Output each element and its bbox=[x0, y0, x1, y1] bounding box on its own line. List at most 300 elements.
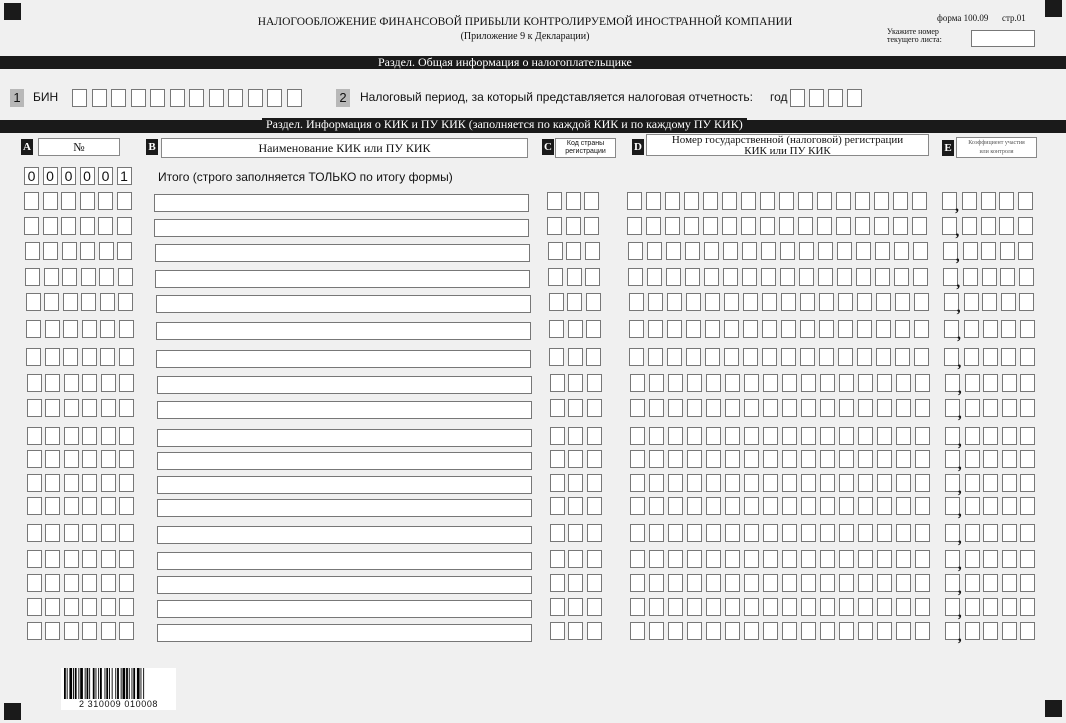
row-number-cell[interactable] bbox=[64, 598, 79, 616]
registration-number-cell[interactable] bbox=[782, 622, 797, 640]
country-code-cell[interactable] bbox=[550, 399, 565, 417]
registration-number-cell[interactable] bbox=[913, 268, 928, 286]
registration-number-cell[interactable] bbox=[817, 192, 832, 210]
registration-number-cell[interactable] bbox=[877, 524, 892, 542]
kik-name-field[interactable] bbox=[155, 244, 530, 262]
coefficient-fraction-cell[interactable] bbox=[1002, 427, 1017, 445]
row-number-cell[interactable] bbox=[101, 427, 116, 445]
country-code-cell[interactable] bbox=[568, 348, 583, 366]
country-code-cell[interactable] bbox=[568, 524, 583, 542]
kik-name-field[interactable] bbox=[157, 499, 532, 517]
country-code-cell[interactable] bbox=[568, 399, 583, 417]
registration-number-cell[interactable] bbox=[687, 550, 702, 568]
registration-number-cell[interactable] bbox=[649, 450, 664, 468]
registration-number-cell[interactable] bbox=[839, 524, 854, 542]
registration-number-cell[interactable] bbox=[762, 348, 777, 366]
registration-number-cell[interactable] bbox=[668, 622, 683, 640]
registration-number-cell[interactable] bbox=[839, 497, 854, 515]
country-code-cell[interactable] bbox=[584, 217, 599, 235]
coefficient-fraction-cell[interactable] bbox=[1020, 474, 1035, 492]
registration-number-cell[interactable] bbox=[896, 550, 911, 568]
registration-number-cell[interactable] bbox=[915, 550, 930, 568]
row-number-cell[interactable] bbox=[45, 320, 60, 338]
registration-number-cell[interactable] bbox=[760, 192, 775, 210]
registration-number-cell[interactable] bbox=[855, 192, 870, 210]
coefficient-fraction-cell[interactable] bbox=[964, 293, 979, 311]
coefficient-fraction-cell[interactable] bbox=[965, 374, 980, 392]
coefficient-fraction-cell[interactable] bbox=[1019, 268, 1034, 286]
registration-number-cell[interactable] bbox=[763, 450, 778, 468]
registration-number-cell[interactable] bbox=[667, 320, 682, 338]
registration-number-cell[interactable] bbox=[649, 374, 664, 392]
registration-number-cell[interactable] bbox=[820, 524, 835, 542]
registration-number-cell[interactable] bbox=[839, 399, 854, 417]
coefficient-fraction-cell[interactable] bbox=[964, 320, 979, 338]
registration-number-cell[interactable] bbox=[723, 268, 738, 286]
coefficient-fraction-cell[interactable] bbox=[983, 598, 998, 616]
registration-number-cell[interactable] bbox=[649, 550, 664, 568]
registration-number-cell[interactable] bbox=[915, 474, 930, 492]
registration-number-cell[interactable] bbox=[818, 268, 833, 286]
registration-number-cell[interactable] bbox=[744, 374, 759, 392]
registration-number-cell[interactable] bbox=[877, 427, 892, 445]
registration-number-cell[interactable] bbox=[649, 574, 664, 592]
kik-name-field[interactable] bbox=[157, 452, 532, 470]
coefficient-fraction-cell[interactable] bbox=[983, 622, 998, 640]
country-code-cell[interactable] bbox=[587, 399, 602, 417]
row-number-cell[interactable] bbox=[82, 450, 97, 468]
row-number-cell[interactable] bbox=[119, 427, 134, 445]
country-code-cell[interactable] bbox=[566, 192, 581, 210]
registration-number-cell[interactable] bbox=[687, 622, 702, 640]
registration-number-cell[interactable] bbox=[781, 348, 796, 366]
country-code-cell[interactable] bbox=[550, 474, 565, 492]
row-number-cell[interactable] bbox=[63, 293, 78, 311]
country-code-cell[interactable] bbox=[587, 450, 602, 468]
row-number-cell[interactable] bbox=[118, 268, 133, 286]
registration-number-cell[interactable] bbox=[649, 497, 664, 515]
registration-number-cell[interactable] bbox=[876, 293, 891, 311]
row-number-cell[interactable] bbox=[63, 348, 78, 366]
registration-number-cell[interactable] bbox=[706, 598, 721, 616]
registration-number-cell[interactable] bbox=[763, 574, 778, 592]
registration-number-cell[interactable] bbox=[666, 242, 681, 260]
coefficient-fraction-cell[interactable] bbox=[1020, 524, 1035, 542]
country-code-cell[interactable] bbox=[549, 348, 564, 366]
registration-number-cell[interactable] bbox=[779, 217, 794, 235]
row-number-cell[interactable] bbox=[82, 550, 97, 568]
registration-number-cell[interactable] bbox=[857, 348, 872, 366]
coefficient-fraction-cell[interactable] bbox=[983, 348, 998, 366]
registration-number-cell[interactable] bbox=[630, 574, 645, 592]
registration-number-cell[interactable] bbox=[705, 293, 720, 311]
registration-number-cell[interactable] bbox=[705, 348, 720, 366]
country-code-cell[interactable] bbox=[568, 427, 583, 445]
registration-number-cell[interactable] bbox=[742, 242, 757, 260]
year-cell[interactable] bbox=[809, 89, 824, 107]
registration-number-cell[interactable] bbox=[877, 399, 892, 417]
coefficient-fraction-cell[interactable] bbox=[1002, 399, 1017, 417]
row-number-cell[interactable] bbox=[64, 450, 79, 468]
registration-number-cell[interactable] bbox=[725, 550, 740, 568]
row-number-cell[interactable] bbox=[45, 622, 60, 640]
row-number-cell[interactable] bbox=[27, 497, 42, 515]
row-number-cell[interactable] bbox=[64, 524, 79, 542]
registration-number-cell[interactable] bbox=[665, 192, 680, 210]
row-number-cell[interactable] bbox=[61, 192, 76, 210]
registration-number-cell[interactable] bbox=[668, 374, 683, 392]
coefficient-fraction-cell[interactable] bbox=[965, 598, 980, 616]
coefficient-fraction-cell[interactable] bbox=[999, 217, 1014, 235]
registration-number-cell[interactable] bbox=[801, 598, 816, 616]
row-number-cell[interactable] bbox=[82, 320, 97, 338]
country-code-cell[interactable] bbox=[586, 320, 601, 338]
registration-number-cell[interactable] bbox=[801, 374, 816, 392]
coefficient-fraction-cell[interactable] bbox=[965, 450, 980, 468]
kik-name-field[interactable] bbox=[154, 219, 529, 237]
registration-number-cell[interactable] bbox=[839, 550, 854, 568]
country-code-cell[interactable] bbox=[566, 217, 581, 235]
row-number-cell[interactable] bbox=[27, 524, 42, 542]
registration-number-cell[interactable] bbox=[668, 399, 683, 417]
registration-number-cell[interactable] bbox=[782, 374, 797, 392]
coefficient-fraction-cell[interactable] bbox=[1002, 474, 1017, 492]
registration-number-cell[interactable] bbox=[820, 450, 835, 468]
coefficient-fraction-cell[interactable] bbox=[982, 293, 997, 311]
country-code-cell[interactable] bbox=[568, 550, 583, 568]
row-number-cell[interactable] bbox=[99, 268, 114, 286]
coefficient-fraction-cell[interactable] bbox=[999, 192, 1014, 210]
registration-number-cell[interactable] bbox=[668, 598, 683, 616]
row-number-cell[interactable] bbox=[101, 497, 116, 515]
country-code-cell[interactable] bbox=[585, 242, 600, 260]
country-code-cell[interactable] bbox=[584, 192, 599, 210]
row-number-cell[interactable] bbox=[81, 293, 96, 311]
bin-cell[interactable] bbox=[72, 89, 87, 107]
registration-number-cell[interactable] bbox=[630, 450, 645, 468]
country-code-cell[interactable] bbox=[568, 374, 583, 392]
row-number-cell[interactable] bbox=[81, 268, 96, 286]
registration-number-cell[interactable] bbox=[744, 574, 759, 592]
registration-number-cell[interactable] bbox=[744, 399, 759, 417]
registration-number-cell[interactable] bbox=[724, 320, 739, 338]
country-code-cell[interactable] bbox=[550, 427, 565, 445]
coefficient-fraction-cell[interactable] bbox=[1020, 497, 1035, 515]
registration-number-cell[interactable] bbox=[686, 348, 701, 366]
row-number-cell[interactable] bbox=[119, 450, 134, 468]
registration-number-cell[interactable] bbox=[686, 293, 701, 311]
total-number-cell[interactable]: 0 bbox=[98, 167, 113, 185]
registration-number-cell[interactable] bbox=[877, 550, 892, 568]
registration-number-cell[interactable] bbox=[648, 320, 663, 338]
registration-number-cell[interactable] bbox=[646, 217, 661, 235]
coefficient-fraction-cell[interactable] bbox=[965, 427, 980, 445]
registration-number-cell[interactable] bbox=[874, 217, 889, 235]
registration-number-cell[interactable] bbox=[912, 192, 927, 210]
registration-number-cell[interactable] bbox=[744, 550, 759, 568]
registration-number-cell[interactable] bbox=[915, 427, 930, 445]
coefficient-fraction-cell[interactable] bbox=[1000, 242, 1015, 260]
registration-number-cell[interactable] bbox=[914, 348, 929, 366]
registration-number-cell[interactable] bbox=[914, 320, 929, 338]
registration-number-cell[interactable] bbox=[858, 598, 873, 616]
registration-number-cell[interactable] bbox=[912, 217, 927, 235]
registration-number-cell[interactable] bbox=[760, 217, 775, 235]
registration-number-cell[interactable] bbox=[820, 497, 835, 515]
registration-number-cell[interactable] bbox=[703, 192, 718, 210]
registration-number-cell[interactable] bbox=[668, 427, 683, 445]
registration-number-cell[interactable] bbox=[742, 268, 757, 286]
registration-number-cell[interactable] bbox=[629, 348, 644, 366]
coefficient-fraction-cell[interactable] bbox=[1002, 450, 1017, 468]
row-number-cell[interactable] bbox=[101, 622, 116, 640]
kik-name-field[interactable] bbox=[157, 552, 532, 570]
registration-number-cell[interactable] bbox=[763, 399, 778, 417]
registration-number-cell[interactable] bbox=[857, 293, 872, 311]
registration-number-cell[interactable] bbox=[630, 497, 645, 515]
registration-number-cell[interactable] bbox=[686, 320, 701, 338]
registration-number-cell[interactable] bbox=[839, 450, 854, 468]
registration-number-cell[interactable] bbox=[858, 474, 873, 492]
registration-number-cell[interactable] bbox=[915, 574, 930, 592]
registration-number-cell[interactable] bbox=[668, 574, 683, 592]
year-cell[interactable] bbox=[828, 89, 843, 107]
registration-number-cell[interactable] bbox=[687, 598, 702, 616]
registration-number-cell[interactable] bbox=[725, 399, 740, 417]
registration-number-cell[interactable] bbox=[856, 268, 871, 286]
registration-number-cell[interactable] bbox=[630, 524, 645, 542]
registration-number-cell[interactable] bbox=[724, 293, 739, 311]
registration-number-cell[interactable] bbox=[839, 622, 854, 640]
row-number-cell[interactable] bbox=[64, 622, 79, 640]
coefficient-fraction-cell[interactable] bbox=[1002, 574, 1017, 592]
row-number-cell[interactable] bbox=[64, 374, 79, 392]
registration-number-cell[interactable] bbox=[744, 450, 759, 468]
registration-number-cell[interactable] bbox=[858, 427, 873, 445]
row-number-cell[interactable] bbox=[45, 474, 60, 492]
kik-name-field[interactable] bbox=[157, 600, 532, 618]
coefficient-fraction-cell[interactable] bbox=[1020, 574, 1035, 592]
row-number-cell[interactable] bbox=[119, 574, 134, 592]
registration-number-cell[interactable] bbox=[684, 192, 699, 210]
bin-cell[interactable] bbox=[248, 89, 263, 107]
coefficient-fraction-cell[interactable] bbox=[1020, 320, 1035, 338]
registration-number-cell[interactable] bbox=[706, 474, 721, 492]
registration-number-cell[interactable] bbox=[743, 348, 758, 366]
registration-number-cell[interactable] bbox=[839, 598, 854, 616]
country-code-cell[interactable] bbox=[567, 268, 582, 286]
year-cell[interactable] bbox=[790, 89, 805, 107]
row-number-cell[interactable] bbox=[119, 622, 134, 640]
registration-number-cell[interactable] bbox=[629, 320, 644, 338]
country-code-cell[interactable] bbox=[548, 242, 563, 260]
registration-number-cell[interactable] bbox=[762, 320, 777, 338]
registration-number-cell[interactable] bbox=[798, 192, 813, 210]
registration-number-cell[interactable] bbox=[913, 242, 928, 260]
row-number-cell[interactable] bbox=[80, 192, 95, 210]
coefficient-fraction-cell[interactable] bbox=[965, 497, 980, 515]
row-number-cell[interactable] bbox=[119, 348, 134, 366]
row-number-cell[interactable] bbox=[82, 497, 97, 515]
row-number-cell[interactable] bbox=[82, 622, 97, 640]
country-code-cell[interactable] bbox=[547, 192, 562, 210]
registration-number-cell[interactable] bbox=[628, 242, 643, 260]
row-number-cell[interactable] bbox=[82, 524, 97, 542]
registration-number-cell[interactable] bbox=[915, 399, 930, 417]
bin-cell[interactable] bbox=[267, 89, 282, 107]
row-number-cell[interactable] bbox=[80, 242, 95, 260]
registration-number-cell[interactable] bbox=[706, 550, 721, 568]
registration-number-cell[interactable] bbox=[858, 550, 873, 568]
total-number-cell[interactable]: 0 bbox=[43, 167, 58, 185]
registration-number-cell[interactable] bbox=[782, 474, 797, 492]
registration-number-cell[interactable] bbox=[687, 450, 702, 468]
registration-number-cell[interactable] bbox=[896, 524, 911, 542]
registration-number-cell[interactable] bbox=[647, 268, 662, 286]
row-number-cell[interactable] bbox=[119, 524, 134, 542]
row-number-cell[interactable] bbox=[45, 598, 60, 616]
row-number-cell[interactable] bbox=[43, 217, 58, 235]
registration-number-cell[interactable] bbox=[722, 192, 737, 210]
row-number-cell[interactable] bbox=[101, 598, 116, 616]
registration-number-cell[interactable] bbox=[893, 192, 908, 210]
row-number-cell[interactable] bbox=[119, 399, 134, 417]
registration-number-cell[interactable] bbox=[895, 348, 910, 366]
registration-number-cell[interactable] bbox=[725, 497, 740, 515]
row-number-cell[interactable] bbox=[27, 474, 42, 492]
registration-number-cell[interactable] bbox=[782, 427, 797, 445]
bin-cell[interactable] bbox=[92, 89, 107, 107]
row-number-cell[interactable] bbox=[100, 320, 115, 338]
registration-number-cell[interactable] bbox=[782, 497, 797, 515]
registration-number-cell[interactable] bbox=[915, 497, 930, 515]
country-code-cell[interactable] bbox=[587, 598, 602, 616]
coefficient-fraction-cell[interactable] bbox=[1019, 293, 1034, 311]
country-code-cell[interactable] bbox=[550, 374, 565, 392]
coefficient-fraction-cell[interactable] bbox=[981, 242, 996, 260]
registration-number-cell[interactable] bbox=[801, 622, 816, 640]
registration-number-cell[interactable] bbox=[839, 427, 854, 445]
registration-number-cell[interactable] bbox=[875, 242, 890, 260]
row-number-cell[interactable] bbox=[82, 348, 97, 366]
registration-number-cell[interactable] bbox=[725, 427, 740, 445]
row-number-cell[interactable] bbox=[98, 192, 113, 210]
bin-cell[interactable] bbox=[189, 89, 204, 107]
row-number-cell[interactable] bbox=[100, 293, 115, 311]
registration-number-cell[interactable] bbox=[857, 320, 872, 338]
registration-number-cell[interactable] bbox=[628, 268, 643, 286]
total-number-cell[interactable]: 0 bbox=[80, 167, 95, 185]
coefficient-fraction-cell[interactable] bbox=[1002, 524, 1017, 542]
registration-number-cell[interactable] bbox=[876, 320, 891, 338]
registration-number-cell[interactable] bbox=[820, 474, 835, 492]
registration-number-cell[interactable] bbox=[837, 268, 852, 286]
registration-number-cell[interactable] bbox=[649, 622, 664, 640]
registration-number-cell[interactable] bbox=[858, 374, 873, 392]
country-code-cell[interactable] bbox=[550, 450, 565, 468]
registration-number-cell[interactable] bbox=[646, 192, 661, 210]
row-number-cell[interactable] bbox=[117, 192, 132, 210]
registration-number-cell[interactable] bbox=[665, 217, 680, 235]
registration-number-cell[interactable] bbox=[706, 524, 721, 542]
registration-number-cell[interactable] bbox=[877, 574, 892, 592]
registration-number-cell[interactable] bbox=[627, 192, 642, 210]
registration-number-cell[interactable] bbox=[649, 399, 664, 417]
row-number-cell[interactable] bbox=[27, 450, 42, 468]
registration-number-cell[interactable] bbox=[744, 427, 759, 445]
registration-number-cell[interactable] bbox=[763, 598, 778, 616]
row-number-cell[interactable] bbox=[27, 427, 42, 445]
row-number-cell[interactable] bbox=[27, 598, 42, 616]
registration-number-cell[interactable] bbox=[724, 348, 739, 366]
registration-number-cell[interactable] bbox=[763, 474, 778, 492]
kik-name-field[interactable] bbox=[156, 350, 531, 368]
row-number-cell[interactable] bbox=[43, 242, 58, 260]
coefficient-fraction-cell[interactable] bbox=[1002, 622, 1017, 640]
row-number-cell[interactable] bbox=[62, 242, 77, 260]
registration-number-cell[interactable] bbox=[800, 348, 815, 366]
row-number-cell[interactable] bbox=[45, 497, 60, 515]
kik-name-field[interactable] bbox=[155, 270, 530, 288]
registration-number-cell[interactable] bbox=[896, 474, 911, 492]
registration-number-cell[interactable] bbox=[838, 320, 853, 338]
registration-number-cell[interactable] bbox=[915, 450, 930, 468]
registration-number-cell[interactable] bbox=[741, 192, 756, 210]
country-code-cell[interactable] bbox=[568, 450, 583, 468]
country-code-cell[interactable] bbox=[550, 622, 565, 640]
registration-number-cell[interactable] bbox=[763, 622, 778, 640]
country-code-cell[interactable] bbox=[586, 348, 601, 366]
row-number-cell[interactable] bbox=[44, 268, 59, 286]
row-number-cell[interactable] bbox=[101, 550, 116, 568]
row-number-cell[interactable] bbox=[118, 293, 133, 311]
registration-number-cell[interactable] bbox=[706, 622, 721, 640]
coefficient-fraction-cell[interactable] bbox=[1002, 497, 1017, 515]
registration-number-cell[interactable] bbox=[744, 497, 759, 515]
registration-number-cell[interactable] bbox=[684, 217, 699, 235]
registration-number-cell[interactable] bbox=[858, 574, 873, 592]
registration-number-cell[interactable] bbox=[855, 217, 870, 235]
registration-number-cell[interactable] bbox=[725, 474, 740, 492]
coefficient-fraction-cell[interactable] bbox=[983, 497, 998, 515]
registration-number-cell[interactable] bbox=[685, 242, 700, 260]
year-cell[interactable] bbox=[847, 89, 862, 107]
coefficient-fraction-cell[interactable] bbox=[1001, 293, 1016, 311]
bin-cell[interactable] bbox=[209, 89, 224, 107]
registration-number-cell[interactable] bbox=[894, 268, 909, 286]
row-number-cell[interactable] bbox=[25, 268, 40, 286]
registration-number-cell[interactable] bbox=[725, 524, 740, 542]
coefficient-fraction-cell[interactable] bbox=[1001, 320, 1016, 338]
kik-name-field[interactable] bbox=[157, 401, 532, 419]
registration-number-cell[interactable] bbox=[744, 598, 759, 616]
registration-number-cell[interactable] bbox=[630, 427, 645, 445]
country-code-cell[interactable] bbox=[568, 574, 583, 592]
registration-number-cell[interactable] bbox=[687, 374, 702, 392]
registration-number-cell[interactable] bbox=[782, 399, 797, 417]
sheet-number-field[interactable] bbox=[971, 30, 1035, 47]
kik-name-field[interactable] bbox=[156, 322, 531, 340]
row-number-cell[interactable] bbox=[64, 474, 79, 492]
country-code-cell[interactable] bbox=[587, 374, 602, 392]
registration-number-cell[interactable] bbox=[819, 348, 834, 366]
row-number-cell[interactable] bbox=[98, 217, 113, 235]
country-code-cell[interactable] bbox=[550, 497, 565, 515]
registration-number-cell[interactable] bbox=[627, 217, 642, 235]
registration-number-cell[interactable] bbox=[649, 598, 664, 616]
coefficient-fraction-cell[interactable] bbox=[963, 242, 978, 260]
coefficient-fraction-cell[interactable] bbox=[1020, 427, 1035, 445]
